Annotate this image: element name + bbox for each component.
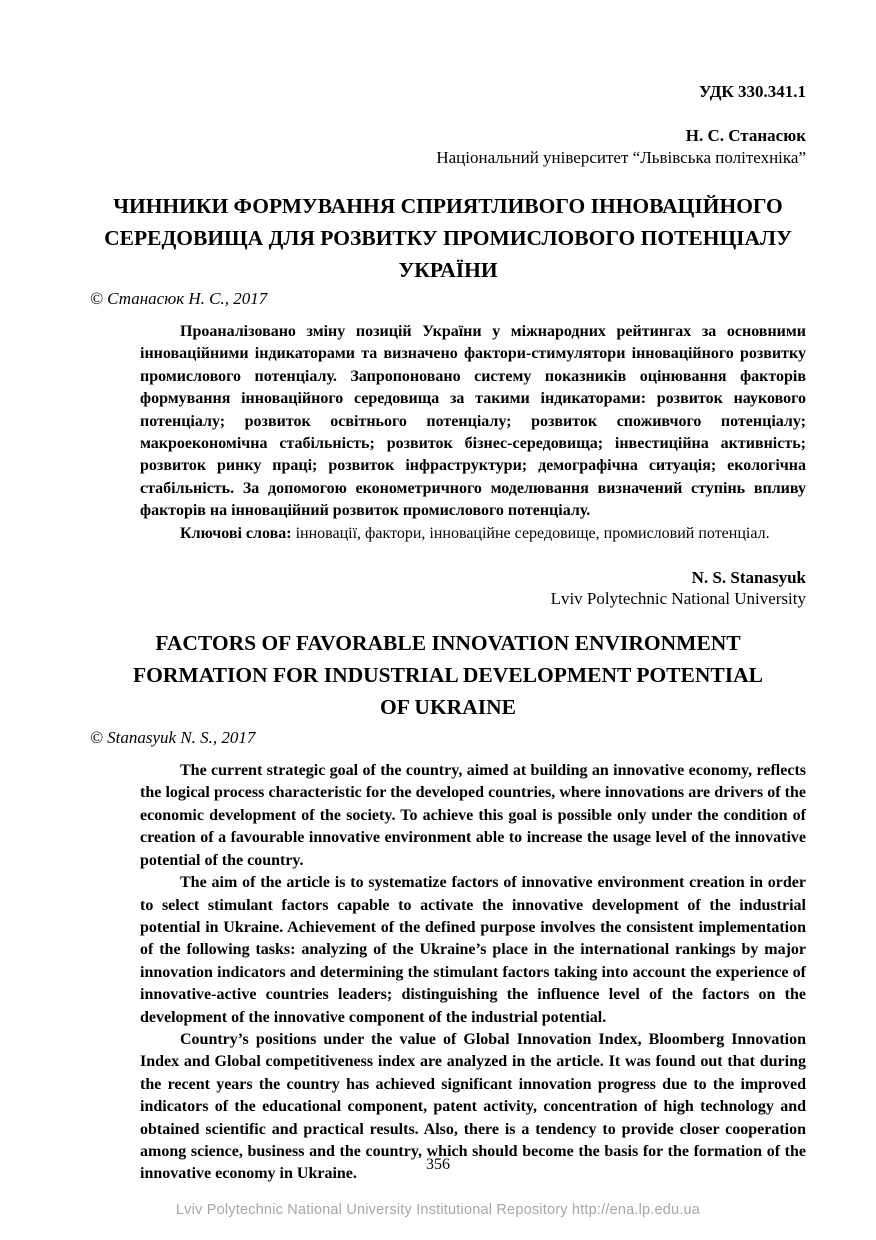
title-ua-line-3: УКРАЇНИ <box>398 258 498 282</box>
header-block <box>90 82 806 168</box>
title-ua-line-2: СЕРЕДОВИЩА ДЛЯ РОЗВИТКУ ПРОМИСЛОВОГО ПОТЕНЦІАЛУ <box>104 226 792 250</box>
abstract-en <box>140 760 806 1186</box>
abstract-ua <box>140 321 806 523</box>
title-en-line-1: FACTORS OF FAVORABLE INNOVATION ENVIRONMENT <box>155 631 741 656</box>
title-ua-line-1: ЧИННИКИ ФОРМУВАННЯ СПРИЯТЛИВОГО ІННОВАЦІЙНОГО <box>113 194 783 218</box>
udc-code: УДК 330.341.1 <box>698 82 806 101</box>
article-title-ua <box>90 190 806 286</box>
keywords-label: Ключові слова: <box>180 524 292 542</box>
keywords-text: інновації, фактори, інноваційне середовище, промисловий потенціал. <box>295 524 770 542</box>
author-block-en <box>90 567 806 609</box>
copyright-notice-en: © Stanasyuk N. S., 2017 <box>90 728 256 748</box>
abstract-en-paragraph-3: Country’s positions under the value of Global Innovation Index, Bloomberg Innovation Index and Global competitiveness index are analyzed in the article. It was found out that during the recent years the country has achieved significant innovation progress due to the improved indicators of the educational component, patent activity, concentration of high technology and obtained scientific and practical results. Also, there is a tendency to provide closer cooperation among science, business and the country, which should become the basis for the formation of the innovative economy in Ukraine. <box>140 1030 806 1183</box>
abstract-ua-paragraph: Проаналізовано зміну позицій України у міжнародних рейтингах за основними інноваційними індикаторами та визначено фактори-стимулятори інноваційного розвитку промислового потенціалу. Запропоновано систему показників оцінювання факторів формування інноваційного середовища за такими індикаторами: розвиток наукового потенціалу; розвиток освітнього потенціалу; розвиток споживчого потенціалу; макроекономічна стабільність; розвиток бізнес-середовища; інвестиційна активність; розвиток ринку праці; розвиток інфраструктури; демографічна ситуація; екологічна стабільність. За допомогою економетричного моделювання визначений ступінь впливу факторів на інноваційний розвиток промислового потенціалу. <box>140 323 806 520</box>
author-name-ua: Н. С. Станасюк <box>685 126 806 145</box>
title-en-line-2: FORMATION FOR INDUSTRIAL DEVELOPMENT POTENTIAL <box>133 663 763 688</box>
article-title-en <box>90 627 806 723</box>
affiliation-ua: Національний університет “Львівська політехніка” <box>436 148 806 167</box>
abstract-en-paragraph-2: The aim of the article is to systematize factors of innovative environment creation in order to select stimulant factors capable to activate the innovative development of the industrial potential in Ukraine. Achievement of the defined purpose involves the consistent implementation of the following tasks: analyzing of the Ukraine’s place in the international rankings by major innovation indicators and determining the stimulant factors taking into account the experience of innovative-active countries leaders; distinguishing the influence level of the factors on the development of the innovative component of the industrial potential. <box>140 874 806 1026</box>
affiliation-en: Lviv Polytechnic National University <box>550 589 806 609</box>
page-number: 356 <box>426 1156 450 1173</box>
repository-footer: Lviv Polytechnic National University Institutional Repository http://ena.lp.edu.ua <box>175 1202 701 1218</box>
abstract-en-paragraph-1: The current strategic goal of the country, aimed at building an innovative economy, reflects the logical process characteristic for the developed countries, where innovations are drivers of the economic development of the society. To achieve this goal is possible only under the condition of creation of a favourable innovative environment able to increase the usage level of the innovative potential of the country. <box>140 762 806 869</box>
keywords-line <box>140 523 806 545</box>
title-en-line-3: OF UKRAINE <box>380 695 516 720</box>
author-name-en: N. S. Stanasyuk <box>691 568 806 588</box>
copyright-notice-ua: © Станасюк Н. С., 2017 <box>90 289 268 308</box>
